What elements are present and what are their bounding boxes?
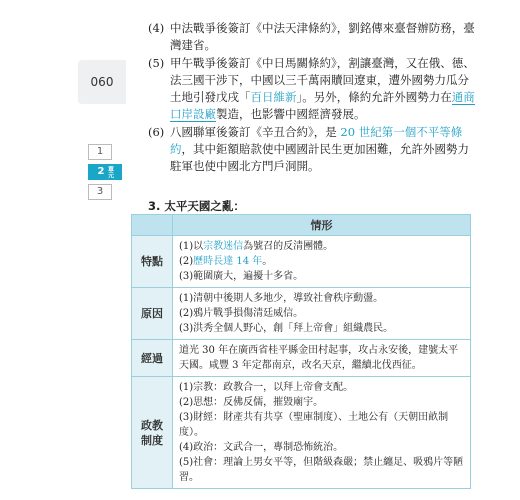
list-item-number: (6): [148, 125, 165, 139]
highlighted-text: 歷時長達 14 年: [193, 256, 263, 267]
text-run: (1)以: [179, 241, 204, 252]
text-run: (1)宗教：政教合一，以拜上帝會支配。: [179, 382, 354, 393]
highlighted-text: 20 世紀第一個不平等條約: [170, 125, 463, 156]
text-run: (3)洪秀全個人野心，創「拜上帝會」組織農民。: [179, 323, 394, 334]
table-row: [132, 288, 471, 340]
list-item: [148, 124, 478, 175]
row-content: [173, 377, 471, 489]
content-line: [179, 239, 464, 254]
table-row: [132, 340, 471, 377]
table-row: [132, 377, 471, 489]
text-run: ，其中鉅額賠款使中國國計民生更加困難，允許外國勢力駐軍也使中國北方門戶洞開。: [170, 142, 469, 173]
section-title: 3. 太平天國之亂：: [148, 199, 245, 213]
highlighted-text: 宗教迷信: [203, 241, 244, 252]
row-label: 政教 制度: [132, 377, 173, 489]
list-item: [148, 20, 478, 54]
text-run: (5)社會：理論上男女平等，但階級森嚴；禁止纏足、吸鴉片等陋習。: [179, 457, 464, 483]
table-row: [132, 236, 471, 288]
table-header: 情形: [173, 215, 471, 236]
text-run: 製造，也影響中國經濟發展。: [216, 107, 366, 121]
chapter-tab-1[interactable]: 1: [88, 144, 112, 160]
chapter-tab-2[interactable]: 2 單元: [88, 164, 122, 180]
text-run: (2)鴉片戰爭損傷清廷威信。: [179, 308, 304, 319]
content-line: [179, 343, 464, 373]
text-run: (3)財經：財產共有共享（聖庫制度）、土地公有（天朝田畝制度）。: [179, 412, 449, 438]
row-label: 特點: [132, 236, 173, 288]
content-line: [179, 410, 464, 440]
row-content: [173, 236, 471, 288]
table-corner: [132, 215, 173, 236]
content-line: [179, 321, 464, 336]
text-run: (2)思想：反佛反儒，摧毀廟宇。: [179, 397, 324, 408]
content-line: [179, 455, 464, 485]
text-run: (1)清朝中後期人多地少，導致社會秩序動盪。: [179, 293, 384, 304]
list-item-number: (4): [148, 21, 165, 35]
list-item: [148, 55, 478, 123]
content-line: [179, 306, 464, 321]
list-item-number: (5): [148, 56, 165, 70]
row-label: 經過: [132, 340, 173, 377]
chapter-tab-3[interactable]: 3: [88, 184, 112, 200]
content-line: [179, 395, 464, 410]
chapter-tab-label: 單元: [106, 166, 114, 178]
text-run: 八國聯軍後簽訂《辛丑合約》，是: [170, 125, 341, 139]
content-line: [179, 380, 464, 395]
text-run: 為號召的反清團體。: [243, 241, 334, 252]
text-run: 道光 30 年在廣西省桂平縣金田村起事，攻占永安後，建號太平天國。咸豐 3 年定都南京，改名天京，繼續北伐西征。: [179, 345, 459, 371]
chapter-tabs: [88, 144, 128, 204]
row-content: [173, 340, 471, 377]
content-line: [179, 269, 464, 284]
content-line: [179, 254, 464, 269]
highlighted-text: 百日維新: [250, 90, 297, 104]
page-number-tab: [78, 60, 126, 104]
page-number: 060: [90, 75, 114, 89]
text-run: 。: [262, 256, 273, 267]
content-line: [179, 440, 464, 455]
text-run: (4)政治：文武合一，專制恐怖統治。: [179, 442, 344, 453]
content-line: [179, 291, 464, 306]
taiping-table: [131, 214, 471, 489]
text-run: (2): [179, 256, 194, 267]
text-run: 」。另外，條約允許外國勢力在: [296, 90, 452, 104]
treaty-list: [148, 20, 478, 176]
row-label: 原因: [132, 288, 173, 340]
text-run: 甲午戰爭後簽訂《中日馬關條約》，割讓臺灣，又在俄、德、法三國干涉下，中國以三千萬兩贖回遼東，遭外國勢力瓜分土地引發戊戌「: [170, 56, 475, 104]
text-run: 中法戰爭後簽訂《中法天津條約》，劉銘傳來臺督辦防務，臺灣建省。: [170, 21, 475, 52]
text-run: (3)範圍廣大，遍擾十多省。: [179, 271, 304, 282]
row-content: [173, 288, 471, 340]
highlighted-text: 通商口岸設廠: [170, 90, 475, 121]
